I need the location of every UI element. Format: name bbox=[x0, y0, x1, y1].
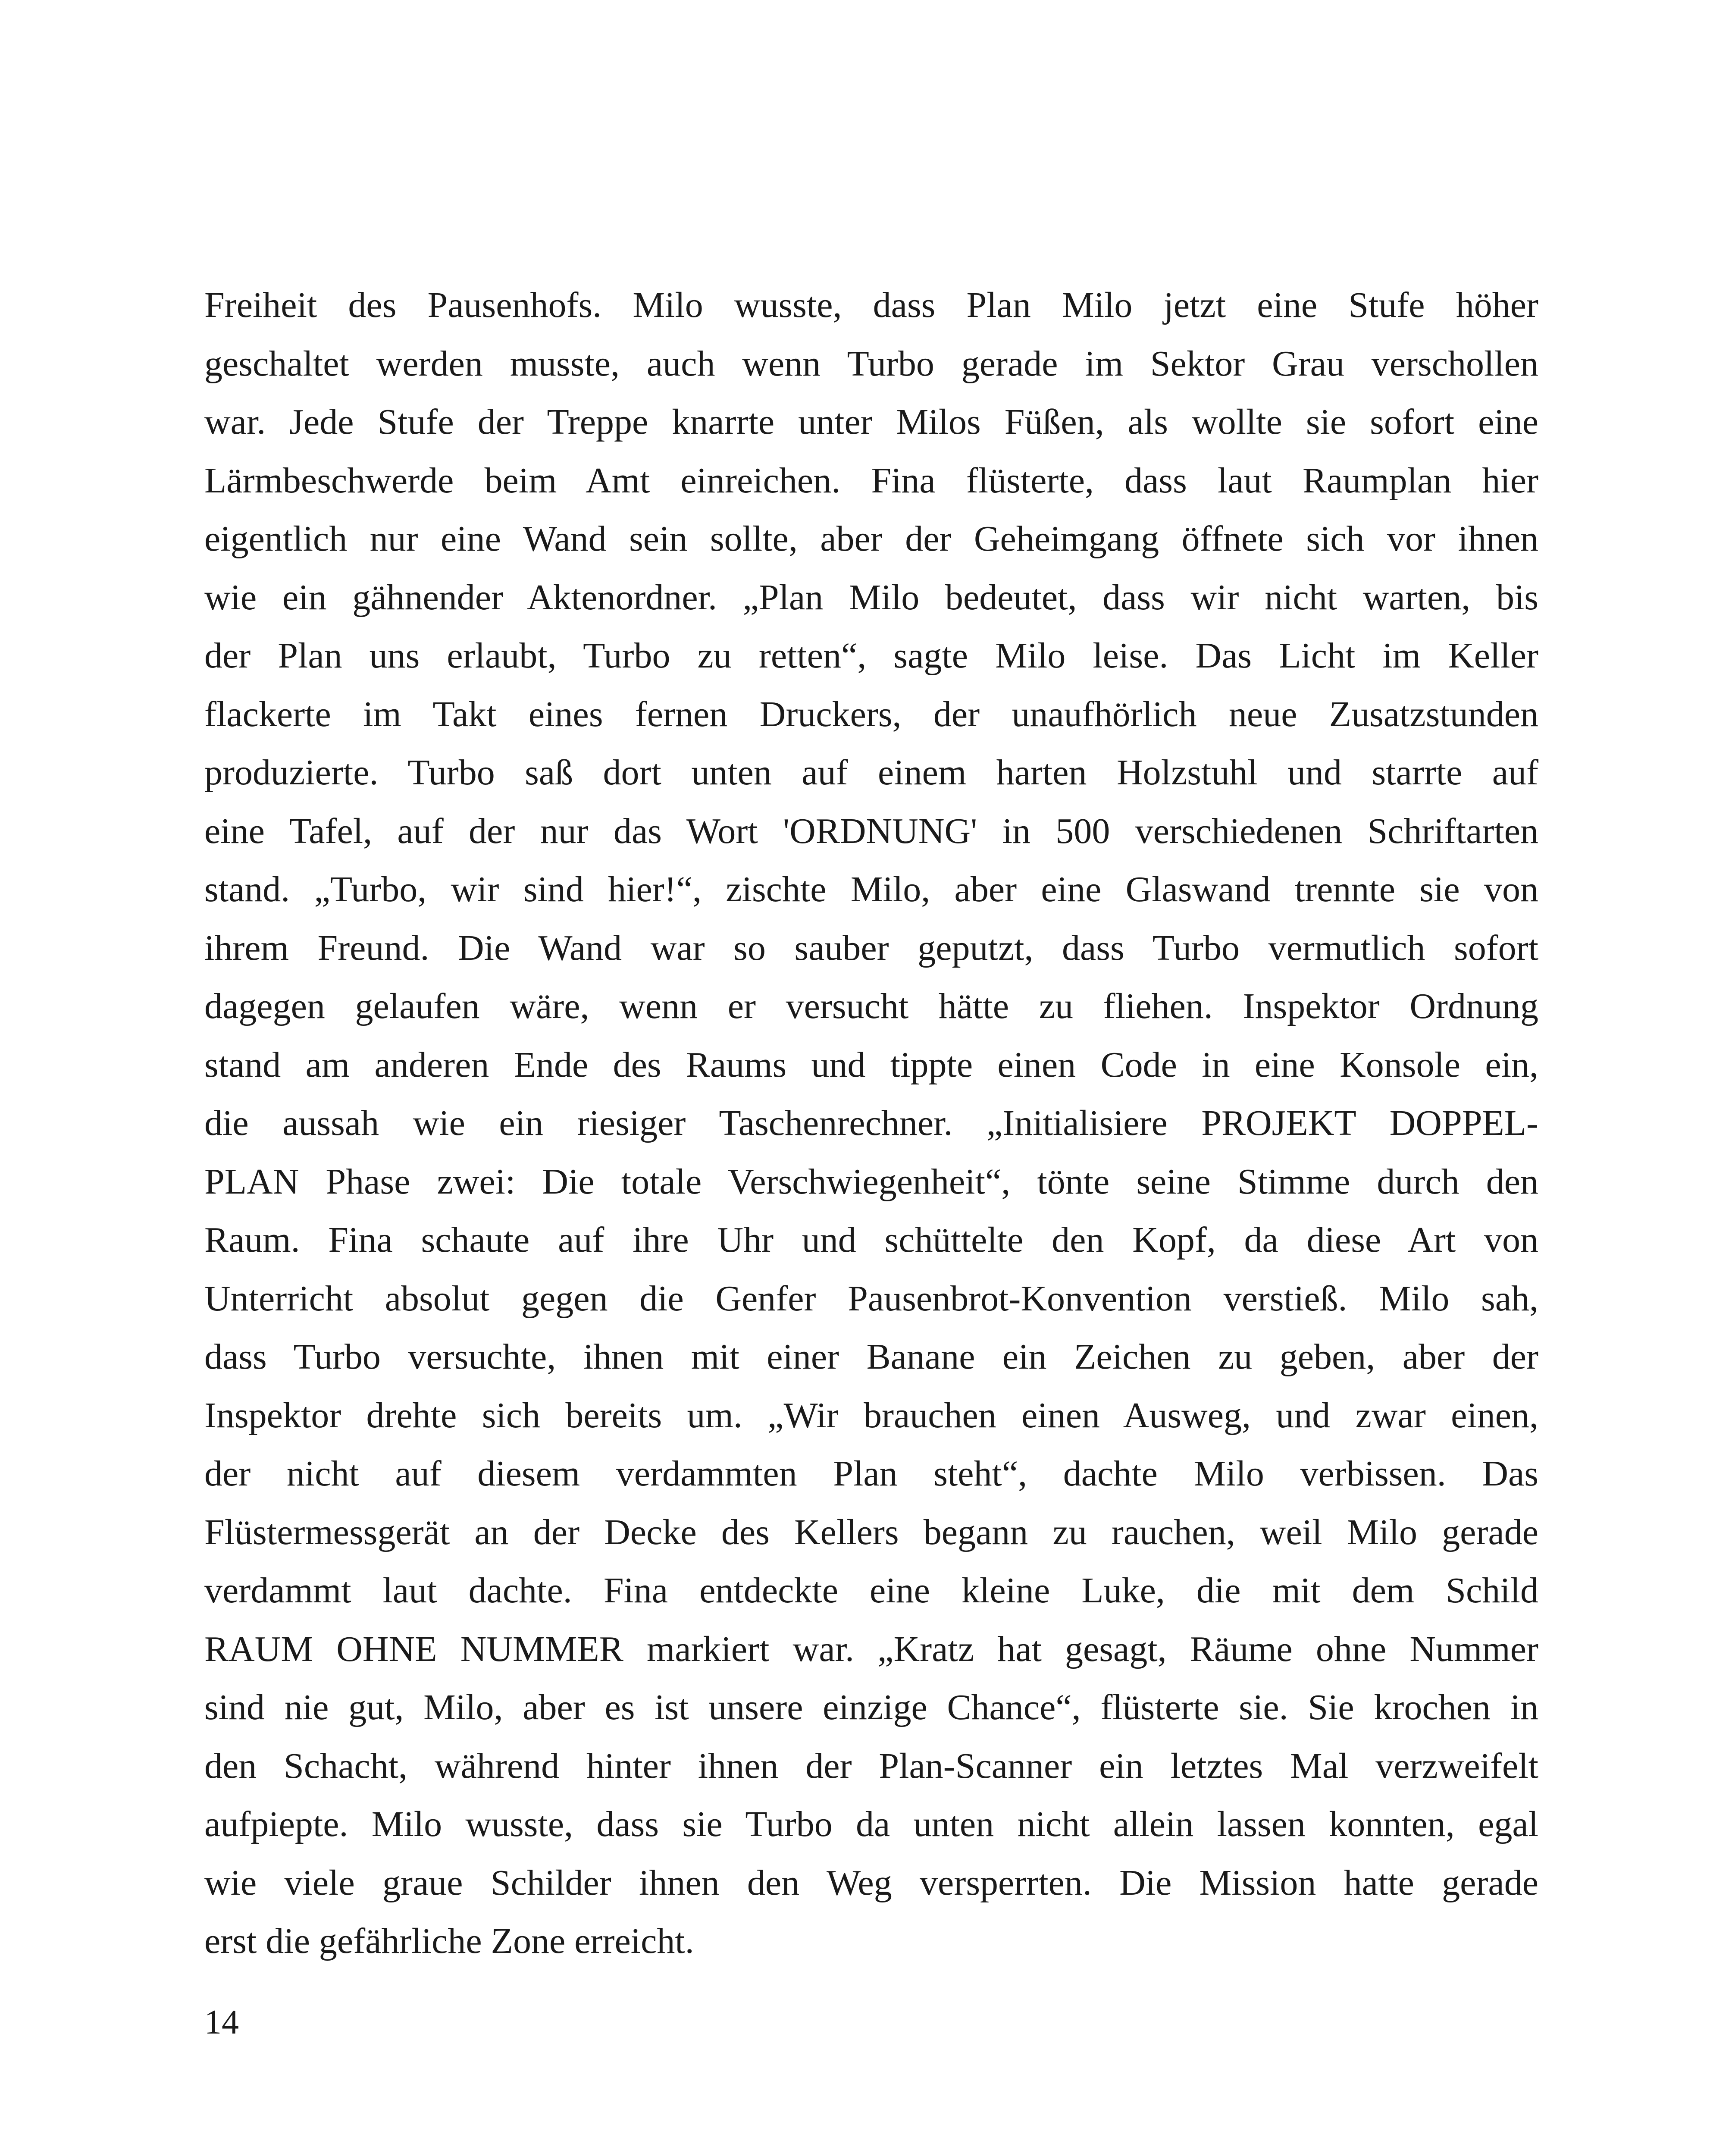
text-line: erst die gefährliche Zone erreicht. bbox=[204, 1921, 694, 1961]
page-number: 14 bbox=[204, 2003, 239, 2041]
text-line: aufpiepte. Milo wusste, dass sie Turbo da unten nicht allein lassen konnten, egal bbox=[204, 1804, 1538, 1844]
text-line: Inspektor drehte sich bereits um. „Wir brauchen einen Ausweg, und zwar einen, bbox=[204, 1395, 1538, 1435]
text-line: eine Tafel, auf der nur das Wort 'ORDNUNG' in 500 verschiedenen Schriftarten bbox=[204, 811, 1538, 851]
text-line: wie viele graue Schilder ihnen den Weg versperrten. Die Mission hatte gerade bbox=[204, 1862, 1538, 1903]
text-line: Unterricht absolut gegen die Genfer Pausenbrot-Konvention verstieß. Milo sah, bbox=[204, 1278, 1538, 1319]
text-line: eigentlich nur eine Wand sein sollte, aber der Geheimgang öffnete sich vor ihnen bbox=[204, 519, 1538, 559]
text-line: Lärmbeschwerde beim Amt einreichen. Fina flüsterte, dass laut Raumplan hier bbox=[204, 460, 1538, 501]
text-line: Flüstermessgerät an der Decke des Kellers begann zu rauchen, weil Milo gerade bbox=[204, 1512, 1538, 1552]
body-text bbox=[204, 276, 1538, 1971]
text-line: PLAN Phase zwei: Die totale Verschwiegenheit“, tönte seine Stimme durch den bbox=[204, 1161, 1538, 1202]
text-line: stand. „Turbo, wir sind hier!“, zischte Milo, aber eine Glaswand trennte sie von bbox=[204, 869, 1538, 909]
text-line: RAUM OHNE NUMMER markiert war. „Kratz hat gesagt, Räume ohne Nummer bbox=[204, 1629, 1538, 1669]
text-line: dass Turbo versuchte, ihnen mit einer Banane ein Zeichen zu geben, aber der bbox=[204, 1337, 1538, 1377]
text-line: der nicht auf diesem verdammten Plan steht“, dachte Milo verbissen. Das bbox=[204, 1454, 1538, 1494]
text-line: Freiheit des Pausenhofs. Milo wusste, dass Plan Milo jetzt eine Stufe höher bbox=[204, 285, 1538, 325]
text-line: Raum. Fina schaute auf ihre Uhr und schüttelte den Kopf, da diese Art von bbox=[204, 1220, 1538, 1260]
text-line: flackerte im Takt eines fernen Druckers, der unaufhörlich neue Zusatzstunden bbox=[204, 694, 1538, 734]
text-line: verdammt laut dachte. Fina entdeckte eine kleine Luke, die mit dem Schild bbox=[204, 1570, 1538, 1611]
text-line: der Plan uns erlaubt, Turbo zu retten“, sagte Milo leise. Das Licht im Keller bbox=[204, 636, 1538, 676]
text-line: geschaltet werden musste, auch wenn Turbo gerade im Sektor Grau verschollen bbox=[204, 343, 1538, 384]
text-line: wie ein gähnender Aktenordner. „Plan Milo bedeutet, dass wir nicht warten, bis bbox=[204, 577, 1538, 617]
text-line: dagegen gelaufen wäre, wenn er versucht hätte zu fliehen. Inspektor Ordnung bbox=[204, 986, 1538, 1026]
text-line: war. Jede Stufe der Treppe knarrte unter Milos Füßen, als wollte sie sofort eine bbox=[204, 402, 1538, 442]
text-line: die aussah wie ein riesiger Taschenrechner. „Initialisiere PROJEKT DOPPEL- bbox=[204, 1103, 1538, 1143]
text-line: produzierte. Turbo saß dort unten auf einem harten Holzstuhl und starrte auf bbox=[204, 752, 1538, 793]
text-line: stand am anderen Ende des Raums und tippte einen Code in eine Konsole ein, bbox=[204, 1044, 1538, 1085]
text-line: ihrem Freund. Die Wand war so sauber geputzt, dass Turbo vermutlich sofort bbox=[204, 928, 1538, 968]
text-line: den Schacht, während hinter ihnen der Plan-Scanner ein letztes Mal verzweifelt bbox=[204, 1745, 1538, 1786]
text-line: sind nie gut, Milo, aber es ist unsere einzige Chance“, flüsterte sie. Sie krochen in bbox=[204, 1687, 1538, 1727]
